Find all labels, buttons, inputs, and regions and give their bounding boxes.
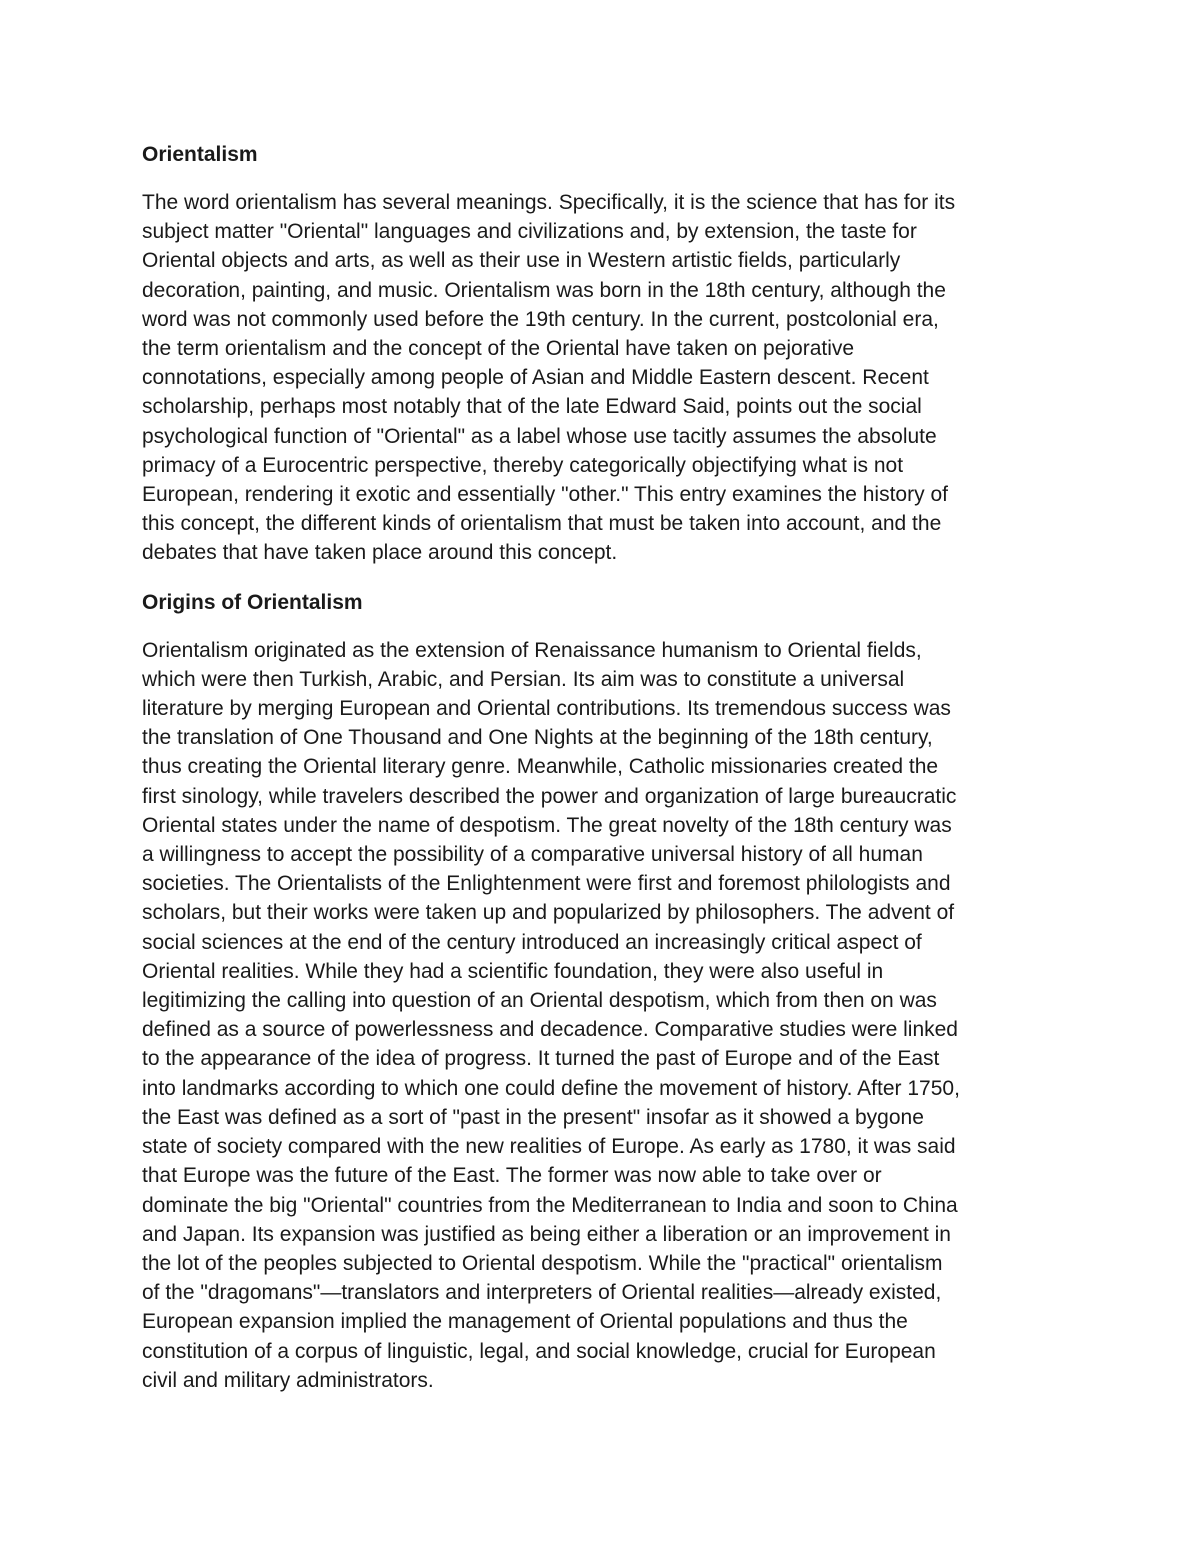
- document-page: [142, 140, 1062, 1395]
- paragraph-origins: Orientalism originated as the extension of Renaissance humanism to Oriental fields, which were then Turkish, Arabic, and Persian. Its aim was to constitute a universal literature by merging European and Oriental contributions. Its tremendous success was the translation of One Thousand and One Nights at the beginning of the 18th century, thus creating the Oriental literary genre. Meanwhile, Catholic missionaries created the first sinology, while travelers described the power and organization of large bureaucratic Oriental states under the name of despotism. The great novelty of the 18th century was a willingness to accept the possibility of a comparative universal history of all human societies. The Orientalists of the Enlightenment were first and foremost philologists and scholars, but their works were taken up and popularized by philosophers. The advent of social sciences at the end of the century introduced an increasingly critical aspect of Oriental realities. While they had a scientific foundation, they were also useful in legitimizing the calling into question of an Oriental despotism, which from then on was defined as a source of powerlessness and decadence. Comparative studies were linked to the appearance of the idea of progress. It turned the past of Europe and of the East into landmarks according to which one could define the movement of history. After 1750, the East was defined as a sort of "past in the present" insofar as it showed a bygone state of society compared with the new realities of Europe. As early as 1780, it was said that Europe was the future of the East. The former was now able to take over or dominate the big "Oriental" countries from the Mediterranean to India and soon to China and Japan. Its expansion was justified as being either a liberation or an improvement in the lot of the peoples subjected to Oriental despotism. While the "practical" orientalism of the "dragomans"—translators and interpreters of Oriental realities—already existed, European expansion implied the management of Oriental populations and thus the constitution of a corpus of linguistic, legal, and social knowledge, crucial for European civil and military administrators.: [142, 638, 960, 1392]
- section-heading-origins: Origins of Orientalism: [142, 590, 363, 614]
- paragraph-orientalism-intro: The word orientalism has several meanings. Specifically, it is the science that has for its subject matter "Oriental" languages and civilizations and, by extension, the taste for Oriental objects and arts, as well as their use in Western artistic fields, particularly decoration, painting, and music. Orientalism was born in the 18th century, although the word was not commonly used before the 19th century. In the current, postcolonial era, the term orientalism and the concept of the Oriental have taken on pejorative connotations, especially among people of Asian and Middle Eastern descent. Recent scholarship, perhaps most notably that of the late Edward Said, points out the social psychological function of "Oriental" as a label whose use tacitly assumes the absolute primacy of a Eurocentric perspective, thereby categorically objectifying what is not European, rendering it exotic and essentially "other." This entry examines the history of this concept, the different kinds of orientalism that must be taken into account, and the debates that have taken place around this concept.: [142, 191, 956, 565]
- section-heading-orientalism: Orientalism: [142, 143, 258, 166]
